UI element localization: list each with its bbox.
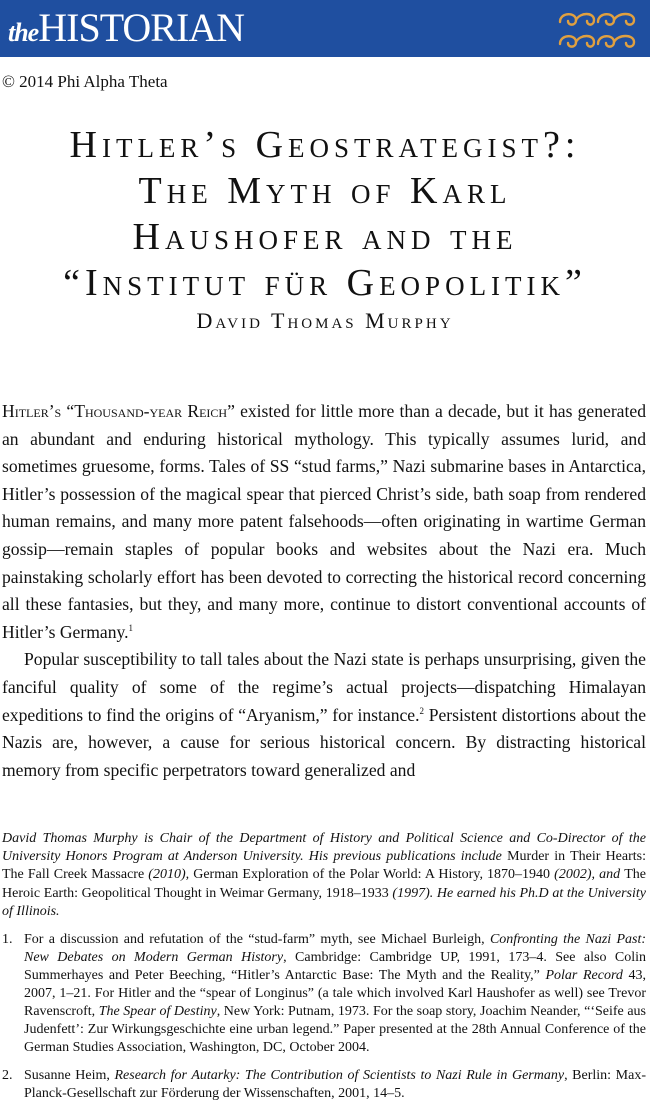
- footnote-number: 2.: [2, 1068, 13, 1083]
- body-paragraph: [2, 646, 646, 784]
- footnote-ref: 2: [419, 705, 425, 716]
- copyright-notice: © 2014 Phi Alpha Theta: [2, 72, 168, 91]
- paragraph-text: Popular susceptibility to tall tales about the Nazi state is perhaps unsurprising, given the fanciful quality of some of the regime’s actual projects—dispatching Himalayan expeditions to find the origins of “Aryanism,” for instance.: [2, 649, 646, 725]
- title-line: “Institut für Geopolitik”: [63, 262, 587, 304]
- footnote-segment: , Berlin: Max-Planck-Gesellschaft zur Förderung der Wissenschaften, 2001, 14–5.: [24, 1068, 646, 1101]
- swirl-ornament-icon: [554, 6, 640, 52]
- footnote-segment: 43, 2007, 1–21. For Hitler and the “spear of Longinus” (a tale which involved Karl Haushofer as well) see Trevor Ravenscroft,: [24, 968, 646, 1019]
- paragraph-text: Persistent distortions about the Nazis are, however, a cause for serious historical concern. By distracting historical memory from specific perpetrators toward generalized and: [2, 704, 646, 780]
- article-title: [0, 122, 650, 306]
- footnote: [2, 931, 646, 1057]
- title-line: Haushofer and the: [132, 216, 518, 258]
- body-paragraph: [2, 398, 646, 646]
- footnote: [2, 1067, 646, 1103]
- footnote-ref: 1: [128, 622, 134, 633]
- footnote-citation-title: Polar Record: [545, 968, 623, 983]
- footnote-text: [24, 1067, 646, 1103]
- lead-in: Hitler’s: [2, 401, 62, 421]
- logo-the: the: [8, 18, 39, 47]
- bio-text: (2010),: [144, 867, 194, 883]
- article-body: [2, 398, 646, 784]
- bio-book-title: The Heroic Earth: Geopolitical Thought in Weimar Germany, 1918–1933: [2, 867, 646, 901]
- logo-historian: HISTORIAN: [38, 5, 245, 50]
- footnote-segment: For a discussion and refutation of the “stud-farm” myth, see Michael Burleigh,: [24, 932, 490, 947]
- footnote-segment: Susanne Heim,: [24, 1068, 115, 1083]
- article-author: David Thomas Murphy: [196, 308, 454, 333]
- bio-text: (1997). He earned his Ph.D at the University of Illinois.: [2, 885, 647, 919]
- title-line: Hitler’s Geostrategist?:: [69, 124, 581, 166]
- bio-book-title: German Exploration of the Polar World: A History, 1870–1940: [193, 867, 551, 883]
- bio-text: (2002), and: [550, 867, 625, 883]
- footnotes: [2, 931, 646, 1103]
- footnote-number: 1.: [2, 932, 13, 947]
- lead-in: “Thousand-year Reich”: [66, 401, 235, 421]
- footnote-citation-title: The Spear of Destiny: [98, 1004, 217, 1019]
- footnote-segment: , Cambridge: Cambridge UP, 1991, 173–4. See also Colin Summerhayes and Peter Beeching, “Hitler’s Antarctic Base: The Myth and the Reality,”: [24, 950, 646, 983]
- bio-book-title: Murder in Their Hearts: The Fall Creek Massacre: [2, 849, 647, 883]
- title-line: The Myth of Karl: [138, 170, 512, 212]
- footnote-citation-title: Research for Autarky: The Contribution of Scientists to Nazi Rule in Germany: [114, 1068, 565, 1083]
- journal-logo: [8, 4, 244, 51]
- footnote-citation-title: Confronting the Nazi Past: New Debates on Modern German History: [24, 932, 646, 965]
- journal-banner: [0, 0, 650, 57]
- author-bio: [2, 830, 646, 921]
- footnote-segment: , New York: Putnam, 1973. For the soap story, Joachim Neander, “‘Seife aus Judenfett’: Zur Wirkungsgeschichte eine urban legend.” Paper presented at the 28th Annual Conference of the German Studies Association, Washington, DC, October 2004.: [24, 1004, 646, 1055]
- footnote-text: [24, 931, 646, 1057]
- paragraph-text: existed for little more than a decade, but it has generated an abundant and enduring historical mythology. This typically assumes lurid, and sometimes gruesome, forms. Tales of SS “stud farms,” Nazi submarine bases in Antarctica, Hitler’s possession of the magical spear that pierced Christ’s side, bath soap from rendered human remains, and many more patent falsehoods—often originating in wartime German gossip—remain staples of popular books and websites about the Nazi era. Much painstaking scholarly effort has been devoted to correcting the historical record concerning all these fantasies, but they, and many more, continue to distort conventional accounts of Hitler’s Germany.: [2, 401, 646, 642]
- bio-text: David Thomas Murphy is Chair of the Department of History and Political Science and Co-Director of the University Honors Program at Anderson University. His previous publications include: [2, 831, 646, 865]
